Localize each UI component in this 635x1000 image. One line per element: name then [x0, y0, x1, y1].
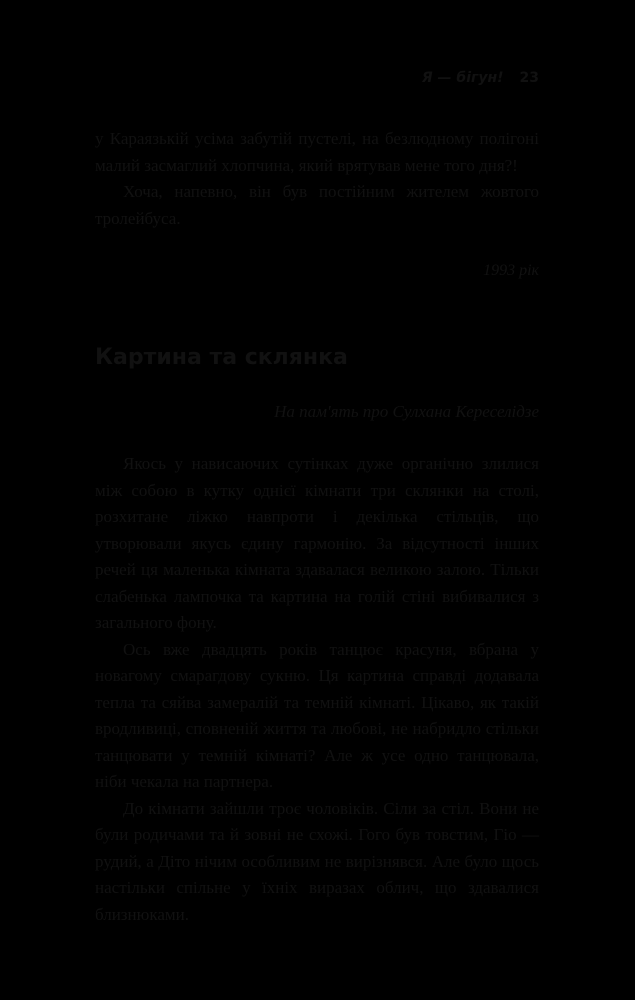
paragraph: Хоча, напевно, він був постійним жителем жовтого тролейбуса. — [95, 182, 539, 228]
section-text — [95, 451, 539, 928]
page-number: 23 — [519, 70, 539, 86]
intro-text — [95, 126, 539, 232]
running-head — [422, 70, 539, 86]
date-line: 1993 рік — [483, 262, 539, 279]
paragraph: Якось у нависаючих сутінках дуже органічно злилися між собою в кутку однієї кімнати три склянки на столі, розхитане ліжко навпроти і декілька стільців, що утворювали якусь єдину гармонію. За відсутності інших речей ця маленька кімната здавалася великою залою. Тільки слабенька лампочка та картина на голій стіні вибивалися з загального фону. — [95, 454, 539, 632]
dedication: На пам'ять про Сулхана Кереселідзе — [274, 402, 539, 421]
paragraph: Ось вже двадцять років танцює красуня, вбрана у новагому смарагдову сукню. Ця картина справді додавала тепла та сяйва замералій та темній кімнаті. Цікаво, як такій вродливиці, сповненій життя та любові, не набридло стільки танцювати у темній кімнаті? Але ж усе одно танцювала, ніби чекала на партнера. — [95, 639, 539, 791]
running-head-title: Я — бігун! — [421, 70, 504, 86]
paragraph: у Караязькій усіма забутій пустелі, на безлюдному полігоні малий засмаглий хлопчина, який врятував мене того дня?! — [95, 129, 539, 175]
paragraph: До кімнати зайшли троє чоловіків. Сіли за стіл. Вони не були родичами та й зовні не схожі. Гого був товстим, Гіо — рудий, а Діто нічим особливим не вирізнявся. Але було щось настільки спільне у їхніх виразах облич, що здавалися близнюками. — [95, 798, 539, 924]
section-title: Картина та склянка — [95, 345, 348, 370]
